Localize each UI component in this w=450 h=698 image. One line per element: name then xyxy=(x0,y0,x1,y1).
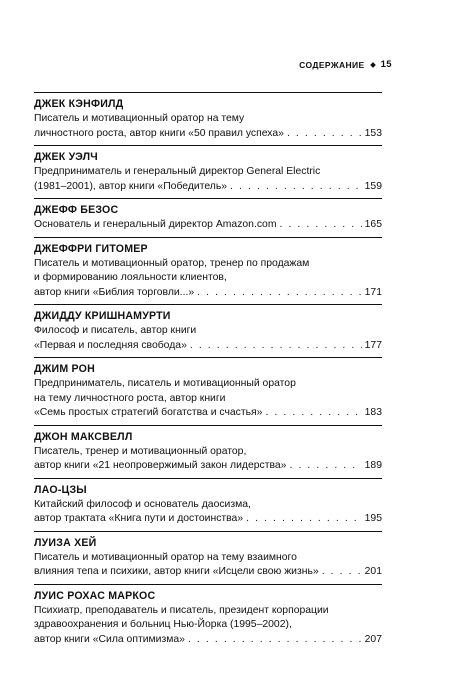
toc-entry-description-line: Писатель и мотивационный оратор на тему xyxy=(34,113,245,124)
toc-entry-final-line xyxy=(34,218,382,233)
toc-entry xyxy=(34,478,382,531)
dot-leader xyxy=(265,406,361,421)
dot-leader xyxy=(279,218,361,233)
toc-entry-final-line xyxy=(34,406,382,421)
toc-entry-final-line xyxy=(34,459,382,474)
toc-entry-description-line: Предприниматель и генеральный директор General Electric xyxy=(34,166,321,177)
toc-entry-description-line: автор книги «Сила оптимизма» xyxy=(34,633,185,645)
toc-entry-final-line xyxy=(34,127,382,142)
toc-entry xyxy=(34,92,382,145)
toc-entry-description-line: автор книги «21 неопровержимый закон лидерства» xyxy=(34,460,287,471)
toc-entry-page-number: 171 xyxy=(364,286,382,298)
toc-entry-name: ДЖИДДУ КРИШНАМУРТИ xyxy=(34,310,171,322)
toc-entry-name: ДЖЕФФРИ ГИТОМЕР xyxy=(34,242,148,255)
toc-entry-description-line: Писатель и мотивационный оратор, тренер по продажам xyxy=(34,257,310,269)
toc-entry-name: ЛУИС РОХАС МАРКОС xyxy=(34,589,156,602)
dot-leader xyxy=(246,512,362,527)
toc-entry-final-line xyxy=(34,565,382,580)
toc-entry-name: ДЖЕК УЭЛЧ xyxy=(34,151,98,163)
toc-entry xyxy=(34,145,382,198)
toc-entry-description-line: «Первая и последняя свобода» xyxy=(34,339,187,351)
toc-entry-page-number: 207 xyxy=(364,633,382,645)
running-head xyxy=(299,59,392,70)
toc-entry-description-line: Предприниматель, писатель и мотивационный оратор xyxy=(34,378,296,389)
toc-entry-description-line: автор трактата «Книга пути и достоинства» xyxy=(34,513,244,524)
toc-entry xyxy=(34,584,382,652)
toc-entry-page-number: 183 xyxy=(364,407,382,418)
toc-entry-description-line: Писатель, тренер и мотивационный оратор, xyxy=(34,445,247,457)
toc-entry-final-line xyxy=(34,286,382,301)
toc-entry-description-line: автор книги «Библия торговли...» xyxy=(34,286,195,298)
toc-entry-name: ДЖОН МАКСВЕЛЛ xyxy=(34,430,133,443)
toc-entry-page-number: 201 xyxy=(364,566,382,577)
toc-entry-page-number: 165 xyxy=(364,219,382,230)
dot-leader xyxy=(287,127,362,142)
toc-entry-name: ЛАО-ЦЗЫ xyxy=(34,483,87,496)
toc-entry xyxy=(34,357,382,425)
toc-entry xyxy=(34,304,382,357)
toc-entry-final-line xyxy=(34,512,382,527)
dot-leader xyxy=(289,459,361,474)
toc-entry-description-line: и формированию лояльности клиентов, xyxy=(34,272,227,283)
toc-entry-description-line: (1981–2001), автор книги «Победитель» xyxy=(34,180,228,192)
toc-entry-description-line: Основатель и генеральный директор Amazon.com xyxy=(34,219,277,230)
toc-entry-name: ДЖИМ РОН xyxy=(34,363,95,375)
toc-entry-description-line: Психиатр, преподаватель и писатель, президент корпорации xyxy=(34,604,329,616)
toc-entry-page-number: 177 xyxy=(364,339,382,351)
dot-leader xyxy=(197,286,362,301)
toc-entry-page-number: 189 xyxy=(364,460,382,471)
toc-entry-description-line: Философ и писатель, автор книги xyxy=(34,325,197,336)
toc-entry-description-line: личностного роста, автор книги «50 правил успеха» xyxy=(34,127,284,139)
toc-entry-description-line: здравоохранения и больниц Нью-Йорка (1995–2002), xyxy=(34,619,292,630)
diamond-separator-icon xyxy=(370,62,376,68)
dot-leader xyxy=(322,565,362,580)
toc-entry-final-line xyxy=(34,339,382,354)
toc-entry xyxy=(34,198,382,237)
toc-entry-page-number: 159 xyxy=(364,180,382,192)
page-number: 15 xyxy=(380,59,392,70)
toc-entry-page-number: 195 xyxy=(364,513,382,524)
toc-entry-name: ДЖЕК КЭНФИЛД xyxy=(34,98,124,110)
dot-leader xyxy=(188,633,362,648)
dot-leader xyxy=(230,180,362,195)
toc-entry-description-line: «Семь простых стратегий богатства и счастья» xyxy=(34,407,263,418)
toc-entry-final-line xyxy=(34,180,382,195)
table-of-contents xyxy=(34,92,382,651)
toc-entry xyxy=(34,237,382,305)
section-title: СОДЕРЖАНИЕ xyxy=(299,59,365,70)
toc-entry-description-line: Писатель и мотивационный оратор на тему взаимного xyxy=(34,551,297,563)
toc-entry-description-line: Китайский философ и основатель даосизма, xyxy=(34,498,251,510)
toc-entry-name: ЛУИЗА ХЕЙ xyxy=(34,536,97,549)
toc-entry xyxy=(34,531,382,584)
toc-entry-name: ДЖЕФФ БЕЗОС xyxy=(34,204,119,216)
toc-entry-description-line: на тему личностного роста, автор книги xyxy=(34,392,226,404)
dot-leader xyxy=(190,339,362,354)
toc-entry-final-line xyxy=(34,633,382,648)
toc-entry xyxy=(34,425,382,478)
toc-entry-page-number: 153 xyxy=(364,127,382,139)
toc-entry-description-line: влияния тепа и психики, автор книги «Исцели свою жизнь» xyxy=(34,566,319,577)
